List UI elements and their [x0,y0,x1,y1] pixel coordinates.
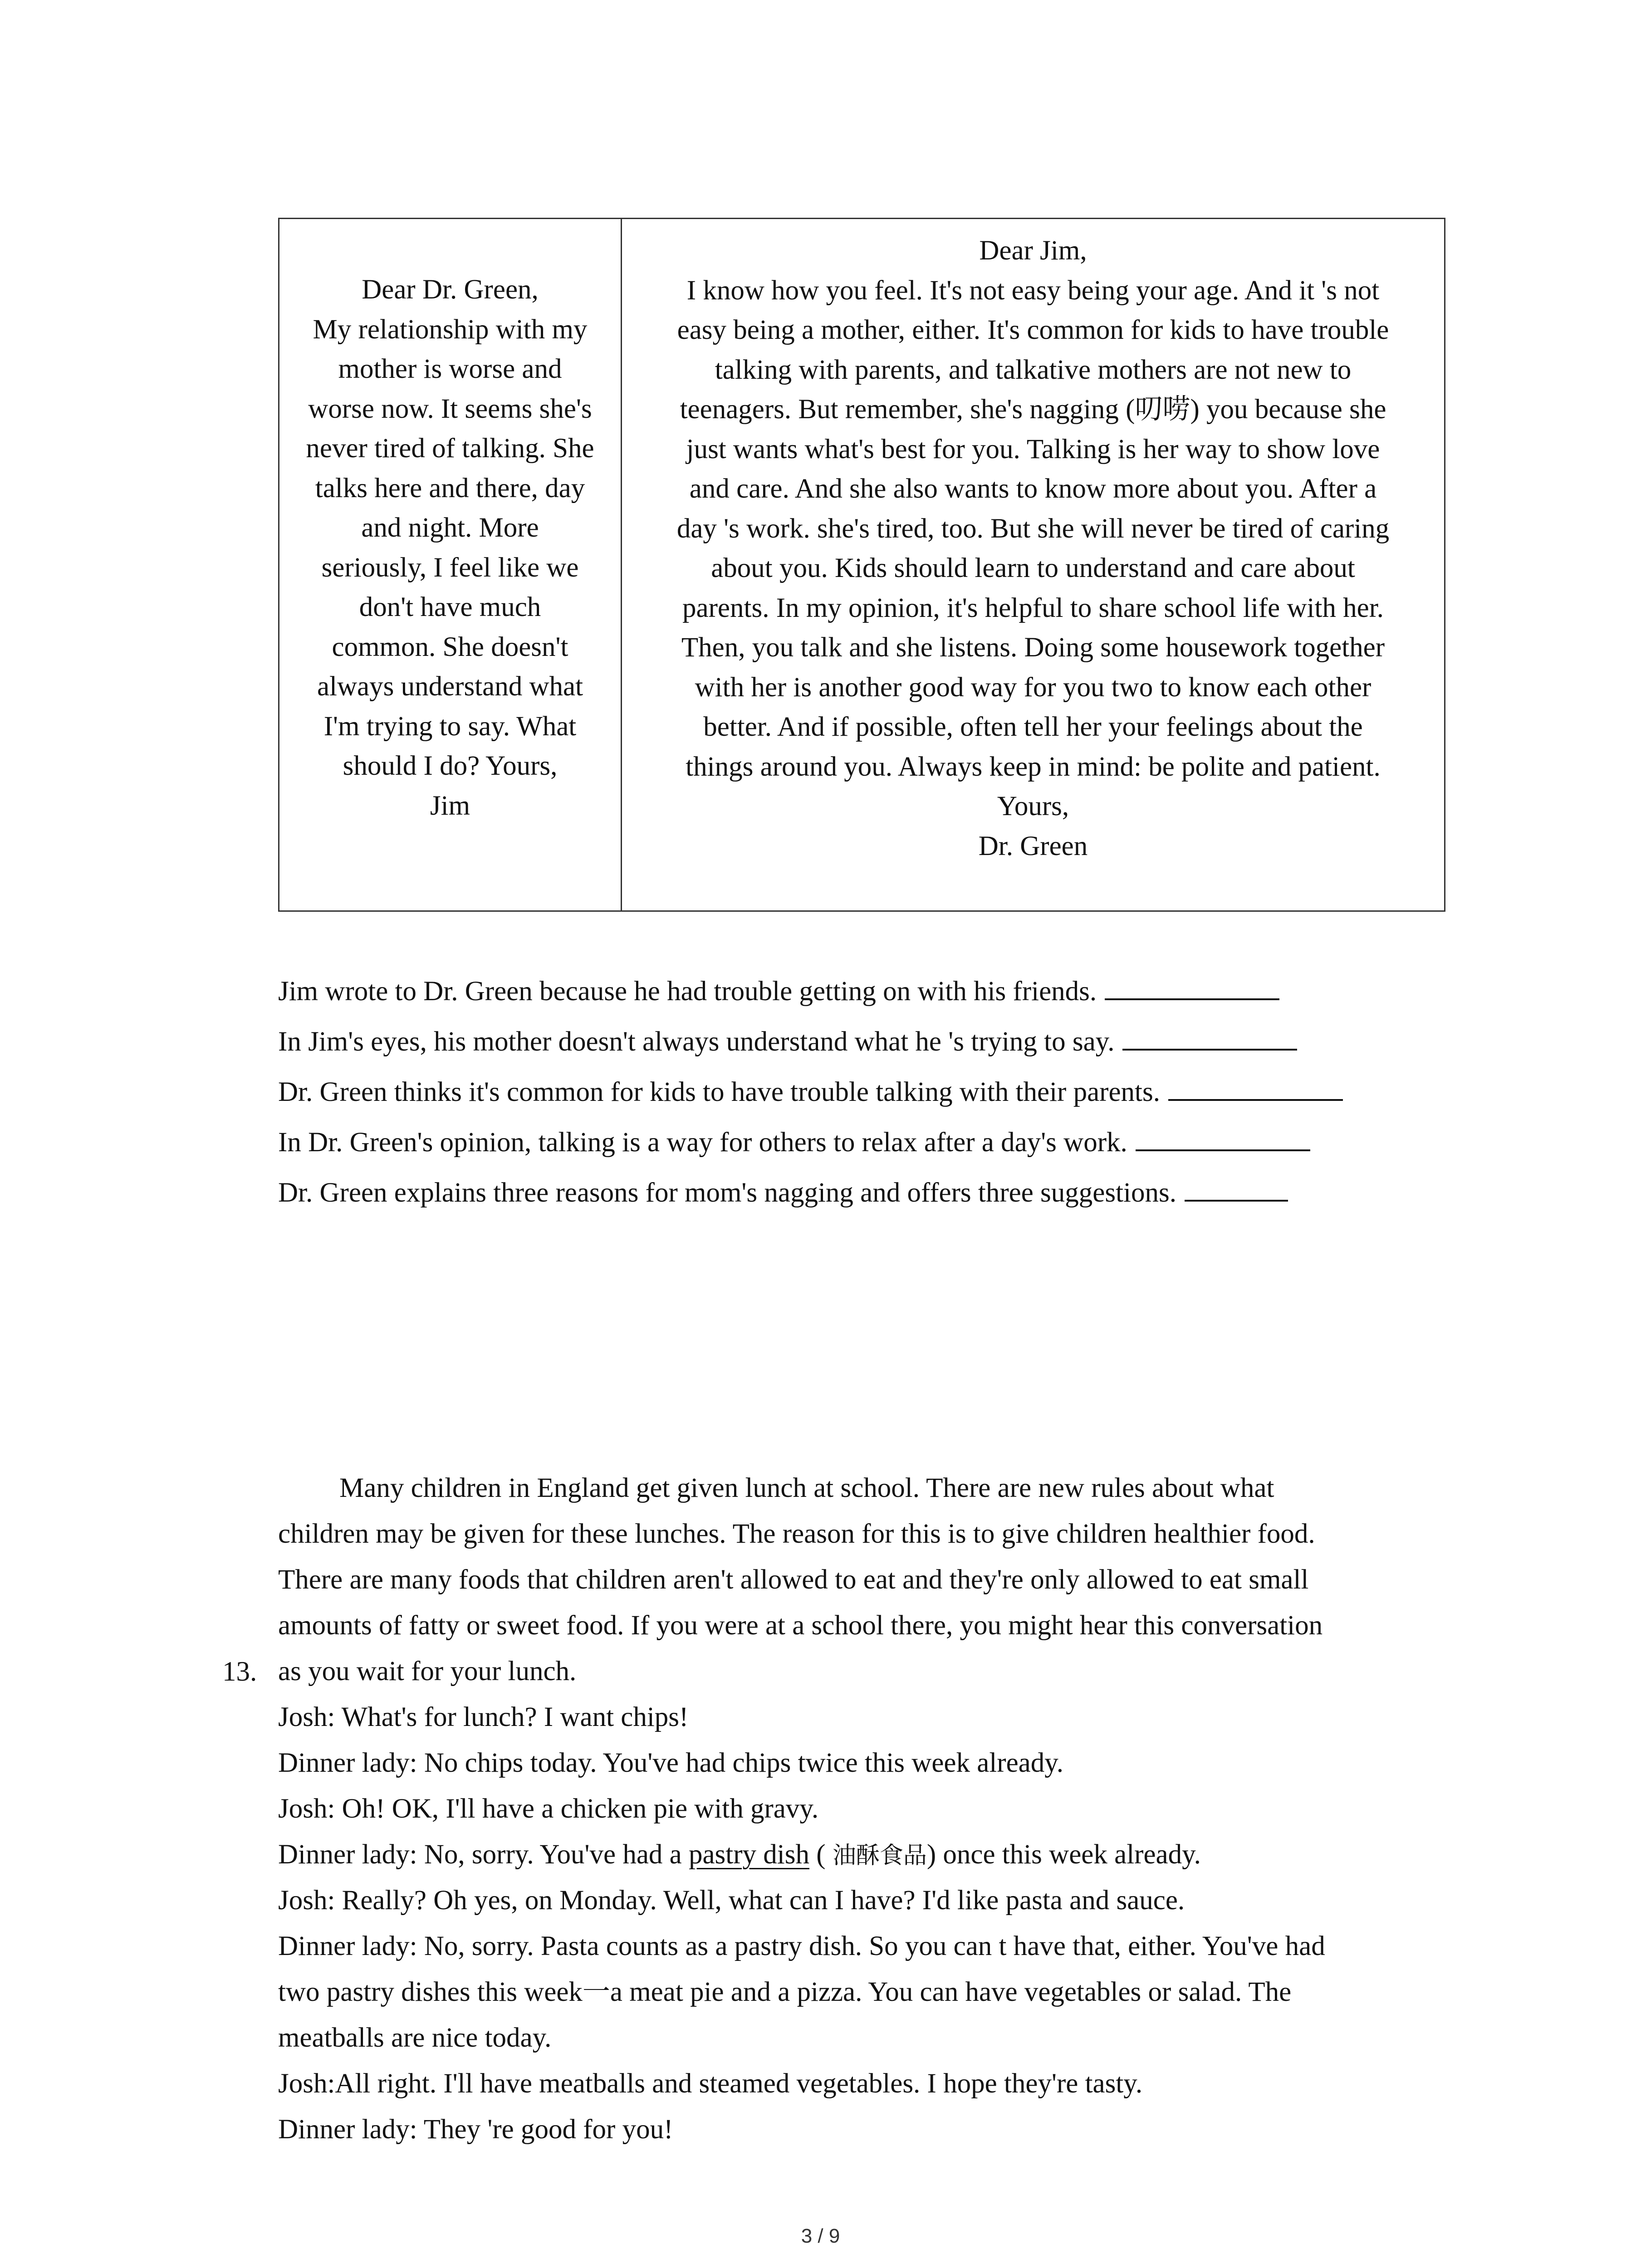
jim-letter-line: never tired of talking. She [306,433,594,464]
green-letter-line: just wants what's best for you. Talking is her way to show love [686,434,1380,464]
passage-line: amounts of fatty or sweet food. If you were at a school there, you might hear this conversation [278,1610,1323,1641]
question-number: 13. [222,1657,257,1687]
question-item [278,966,1343,1017]
page-number: 3 / 9 [801,2225,840,2247]
question-item [278,1017,1343,1067]
jim-letter-line: and night. More [361,513,539,543]
passage-line: Many children in England get given lunch at school. There are new rules about what [339,1473,1274,1503]
jim-letter-line: I'm trying to say. What [323,711,577,742]
jim-letter-line: seriously, I feel like we [321,552,579,583]
green-letter-line: better. And if possible, often tell her your feelings about the [703,712,1363,742]
chinese-gloss: 油酥食品 [832,1842,927,1869]
dialogue-text: ) once this week already. [926,1839,1201,1870]
green-letter-line: Dear Jim, [979,235,1087,266]
jim-letter-line: talks here and there, day [315,473,585,503]
jim-letter-line: don't have much [359,592,541,622]
green-letter-line: parents. In my opinion, it's helpful to share school life with her. [682,592,1384,623]
dialogue-line: meatballs are nice today. [278,2023,552,2053]
question-text: Dr. Green explains three reasons for mom's nagging and offers three suggestions. [278,1178,1176,1208]
question-text: Dr. Green thinks it's common for kids to have trouble talking with their parents. [278,1077,1160,1107]
passage-line: There are many foods that children aren't allowed to eat and they're only allowed to eat small [278,1564,1309,1595]
green-letter-line: day 's work. she's tired, too. But she will never be tired of caring [676,513,1390,544]
green-letter-line: and care. And she also wants to know more about you. After a [689,474,1377,504]
green-letter-line: Dr. Green [978,831,1088,861]
dialogue-line: Josh: What's for lunch? I want chips! [278,1702,689,1732]
dialogue-line: Dinner lady: No, sorry. Pasta counts as a pastry dish. So you can t have that, either. You've had [278,1931,1325,1961]
answer-blank[interactable] [1185,1175,1288,1202]
green-letter-line: easy being a mother, either. It's common for kids to have trouble [677,315,1389,345]
dialogue-line: Josh: Really? Oh yes, on Monday. Well, what can I have? I'd like pasta and sauce. [278,1885,1185,1916]
jim-letter-cell [279,219,622,910]
answer-blank[interactable] [1168,1074,1343,1101]
green-letter-line: I know how you feel. It's not easy being your age. And it 's not [686,275,1380,306]
dialogue-line: Dinner lady: No chips today. You've had chips twice this week already. [278,1748,1064,1778]
jim-letter-line: always understand what [317,671,583,702]
green-letter-line: talking with parents, and talkative mothers are not new to [715,354,1352,385]
jim-letter-line: mother is worse and [338,354,562,384]
dialogue-line: two pastry dishes this week一a meat pie and a pizza. You can have vegetables or salad. The [278,1977,1292,2007]
reading-passage [278,1465,1449,2152]
question-text: Jim wrote to Dr. Green because he had trouble getting on with his friends. [278,976,1097,1007]
dialogue-line: Josh:All right. I'll have meatballs and steamed vegetables. I hope they're tasty. [278,2068,1143,2099]
jim-letter-line: common. She doesn't [332,631,568,662]
green-letter-line: things around you. Always keep in mind: be polite and patient. [686,751,1381,782]
dialogue-line: Josh: Oh! OK, I'll have a chicken pie with gravy. [278,1794,819,1824]
green-letter-line: Then, you talk and she listens. Doing some housework together [681,632,1385,663]
dialogue-line: Dinner lady: They 're good for you! [278,2114,673,2145]
green-letter-line: teenagers. But remember, she's nagging (叨唠) you because she [680,394,1386,425]
dialogue-line [278,1832,1449,1877]
green-letter-line: with her is another good way for you two to know each other [695,672,1372,703]
answer-blank[interactable] [1122,1024,1297,1051]
question-item [278,1168,1343,1218]
question-item [278,1067,1343,1117]
underlined-term: pastry dish [688,1839,809,1870]
answer-blank[interactable] [1105,973,1279,1000]
letters-table [278,218,1445,912]
green-letter-line: about you. Kids should learn to understand and care about [711,553,1355,583]
passage-line: children may be given for these lunches. The reason for this is to give children healthier food. [278,1519,1315,1549]
jim-letter-line: worse now. It seems she's [308,393,592,424]
question-item [278,1117,1343,1168]
question-text: In Dr. Green's opinion, talking is a way for others to relax after a day's work. [278,1127,1127,1158]
answer-blank[interactable] [1136,1124,1310,1151]
jim-letter-line: Dear Dr. Green, [362,274,539,305]
true-false-questions [278,966,1343,1218]
jim-letter-line: should I do? Yours, [343,751,558,781]
passage-line: as you wait for your lunch. [278,1656,577,1686]
jim-letter-line: Jim [430,790,470,821]
green-letter-cell [622,219,1444,910]
question-text: In Jim's eyes, his mother doesn't always understand what he 's trying to say. [278,1026,1115,1057]
green-letter-line: Yours, [997,791,1069,821]
jim-letter-line: My relationship with my [313,314,588,345]
dialogue-text: Dinner lady: No, sorry. You've had a [278,1839,689,1870]
dialogue-text: ( [809,1839,833,1870]
